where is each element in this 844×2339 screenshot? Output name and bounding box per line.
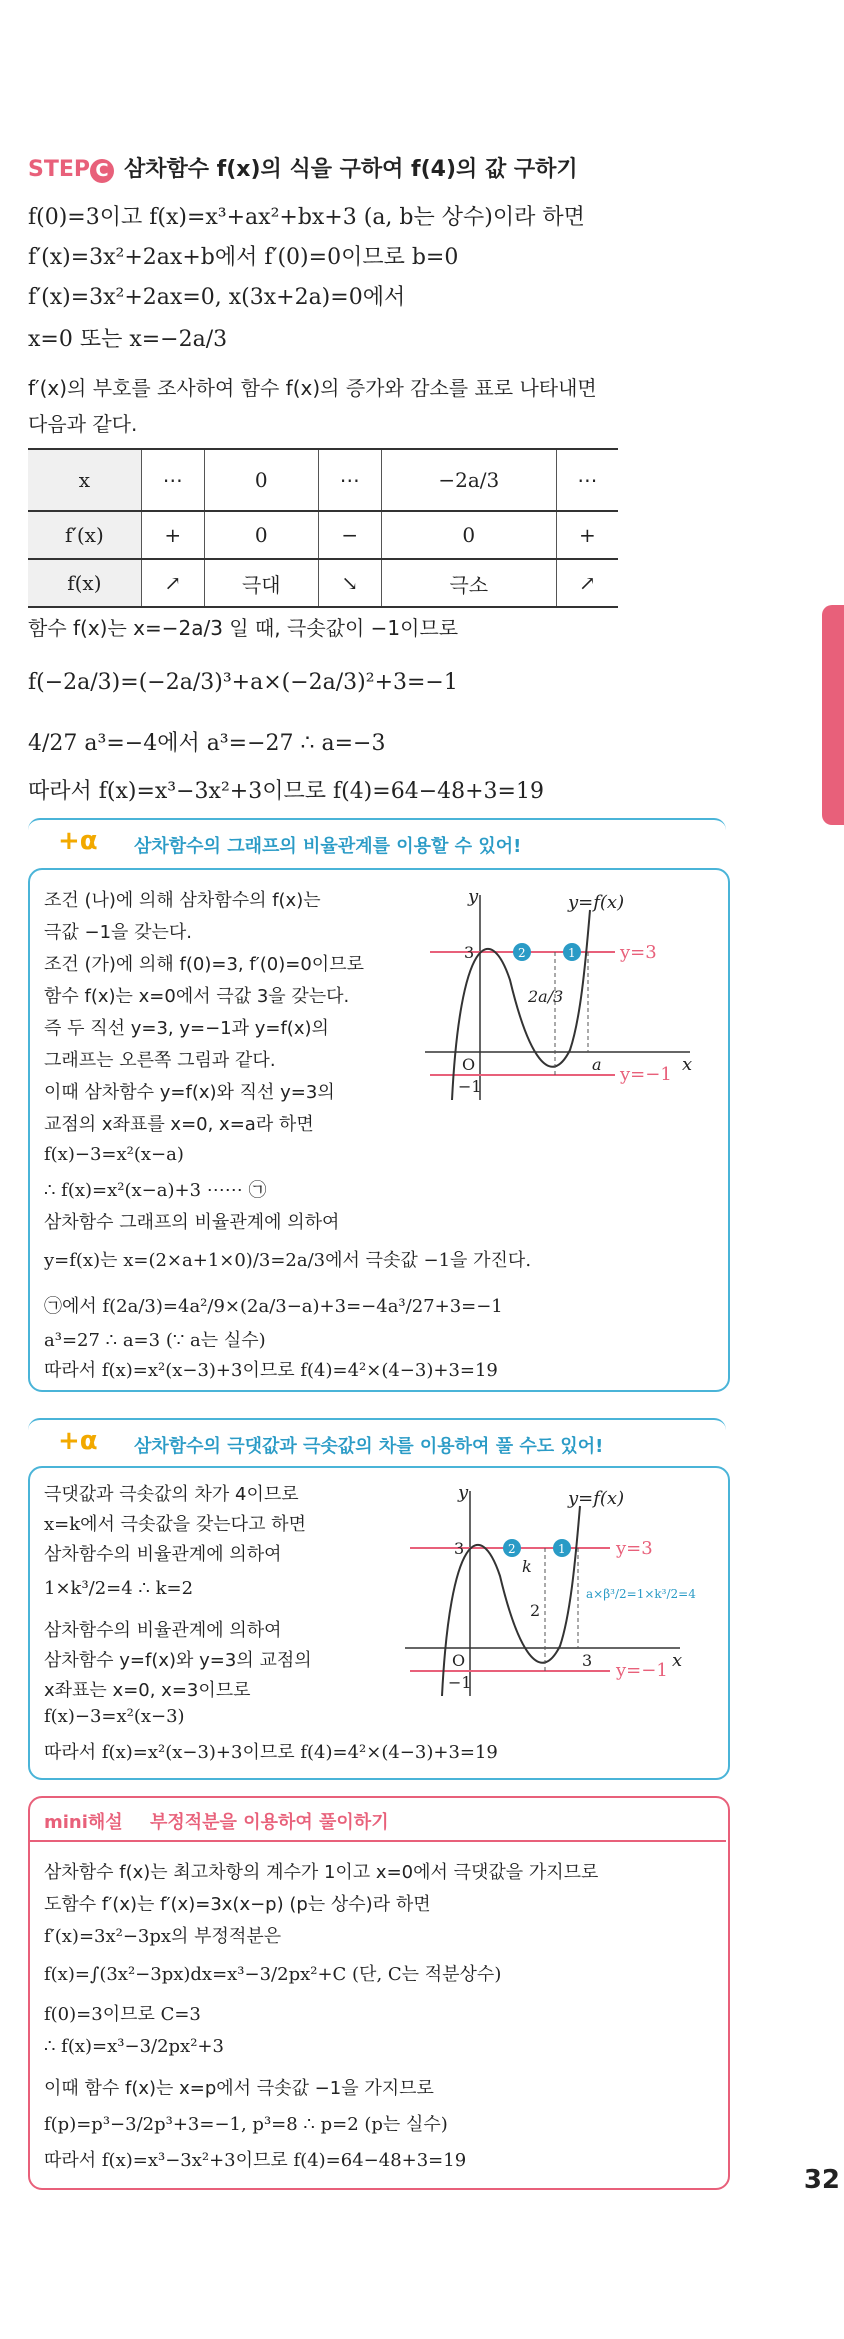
main-line: f′(x)의 부호를 조사하여 함수 f(x)의 증가와 감소를 표로 나타내면 [28, 376, 597, 400]
box1-plus-label: +α [58, 826, 98, 856]
table-cell: −2a/3 [381, 449, 556, 511]
box1-line: a³=27 ∴ a=3 (∵ a는 실수) [44, 1330, 266, 1351]
y-axis-label: y [468, 886, 479, 907]
box2-line: 1×k³/2=4 ∴ k=2 [44, 1578, 194, 1599]
step-label: STEP [28, 157, 91, 182]
circle-2-label: 2 [508, 1542, 516, 1556]
x-axis-label: x [672, 1650, 683, 1671]
mini-line: f(p)=p³−3/2p³+3=−1, p³=8 ∴ p=2 (p는 실수) [44, 2114, 448, 2135]
tick-m1: −1 [448, 1673, 472, 1692]
table-row [28, 559, 618, 607]
box2-title: 삼차함수의 극댓값과 극솟값의 차를 이용하여 풀 수도 있어! [134, 1436, 604, 1457]
y3-label: y=3 [616, 1538, 653, 1559]
box1-line: 조건 (나)에 의해 삼차함수의 f(x)는 [44, 890, 321, 911]
box1-line: 따라서 f(x)=x²(x−3)+3이므로 f(4)=4²×(4−3)+3=19 [44, 1360, 498, 1381]
table-cell: 극대 [204, 559, 318, 607]
circle-1-label: 1 [558, 1542, 566, 1556]
origin-label: O [462, 1055, 476, 1074]
box1-line: 즉 두 직선 y=3, y=−1과 y=f(x)의 [44, 1018, 329, 1039]
box1-line: ㉠에서 f(2a/3)=4a²/9×(2a/3−a)+3=−4a³/27+3=−1 [44, 1296, 503, 1317]
circle-2-label: 2 [518, 946, 526, 960]
two-label: 2 [530, 1601, 541, 1620]
mini-divider [28, 1840, 726, 1842]
after-line: 따라서 f(x)=x³−3x²+3이므로 f(4)=64−48+3=19 [28, 779, 544, 804]
box2-line: 삼차함수의 비율관계에 의하여 [44, 1620, 282, 1641]
box2-line: f(x)−3=x²(x−3) [44, 1706, 185, 1727]
after-line: 4/27 a³=−4에서 a³=−27 ∴ a=−3 [28, 731, 386, 756]
table-cell: 0 [204, 511, 318, 559]
table-cell: ⋯ [556, 449, 618, 511]
tick-3-x: 3 [582, 1651, 593, 1670]
mini-line: ∴ f(x)=x³−3/2px²+3 [44, 2036, 224, 2057]
box2-line: 따라서 f(x)=x²(x−3)+3이므로 f(4)=4²×(4−3)+3=19 [44, 1742, 498, 1763]
mini-line: f(0)=3이므로 C=3 [44, 2004, 201, 2025]
box1-line: 그래프는 오른쪽 그림과 같다. [44, 1050, 276, 1071]
fx-label: y=f(x) [568, 1488, 625, 1509]
step-badge: C [90, 159, 114, 183]
box1-line: 극값 −1을 갖는다. [44, 922, 193, 943]
box2-plus-label: +α [58, 1426, 98, 1456]
mini-line: 삼차함수 f(x)는 최고차항의 계수가 1이고 x=0에서 극댓값을 가지므로 [44, 1862, 599, 1883]
table-cell: 극소 [381, 559, 556, 607]
box1-title: 삼차함수의 그래프의 비율관계를 이용할 수 있어! [134, 836, 522, 857]
box2-line: 삼차함수 y=f(x)와 y=3의 교점의 [44, 1650, 312, 1671]
table-cell: 0 [204, 449, 318, 511]
table-cell: + [556, 511, 618, 559]
main-line: f(0)=3이고 f(x)=x³+ax²+bx+3 (a, b는 상수)이라 하면 [28, 205, 585, 230]
table-cell: ↘ [318, 559, 381, 607]
step-header [28, 152, 578, 183]
main-line: 다음과 같다. [28, 412, 138, 436]
table-cell: f(x) [28, 559, 141, 607]
box1-line: 교점의 x좌표를 x=0, x=a라 하면 [44, 1114, 314, 1135]
mini-title: 부정적분을 이용하여 풀이하기 [150, 1812, 389, 1833]
box1-line: f(x)−3=x²(x−a) [44, 1144, 184, 1165]
ym1-label: y=−1 [616, 1660, 668, 1681]
table-cell: ⋯ [318, 449, 381, 511]
mini-line: 이때 함수 f(x)는 x=p에서 극솟값 −1을 가지므로 [44, 2078, 434, 2099]
table-cell: ↗ [556, 559, 618, 607]
y3-label: y=3 [620, 942, 657, 963]
main-line: x=0 또는 x=−2a/3 [28, 327, 228, 352]
box1-line: 이때 삼차함수 y=f(x)와 직선 y=3의 [44, 1082, 335, 1103]
x-axis-label: x [682, 1054, 693, 1075]
box2-line: x=k에서 극솟값을 갖는다고 하면 [44, 1514, 306, 1535]
sign-table [28, 448, 618, 608]
box1-line: 함수 f(x)는 x=0에서 극값 3을 갖는다. [44, 986, 350, 1007]
tick-a: a [592, 1055, 602, 1074]
box1-line: y=f(x)는 x=(2×a+1×0)/3=2a/3에서 극솟값 −1을 가진다. [44, 1250, 532, 1271]
mini-line: f(x)=∫(3x²−3px)dx=x³−3/2px²+C (단, C는 적분상수) [44, 1964, 502, 1985]
box2-line: x좌표는 x=0, x=3이므로 [44, 1680, 251, 1701]
step-title: 삼차함수 f(x)의 식을 구하여 f(4)의 값 구하기 [124, 157, 578, 182]
table-cell: 0 [381, 511, 556, 559]
box2-line: 극댓값과 극솟값의 차가 4이므로 [44, 1484, 299, 1505]
tick-m1: −1 [458, 1077, 482, 1096]
mini-line: 도함수 f′(x)는 f′(x)=3x(x−p) (p는 상수)라 하면 [44, 1894, 431, 1915]
table-cell: f′(x) [28, 511, 141, 559]
tick-3-y: 3 [454, 1539, 465, 1558]
table-cell: x [28, 449, 141, 511]
y-axis-label: y [458, 1482, 469, 1503]
tick-3: 3 [464, 943, 475, 962]
main-line: f′(x)=3x²+2ax=0, x(3x+2a)=0에서 [28, 285, 406, 310]
mini-label: mini해설 [44, 1812, 123, 1833]
table-row [28, 511, 618, 559]
chapter-tab [822, 605, 844, 825]
table-row [28, 449, 618, 511]
box2-line: 삼차함수의 비율관계에 의하여 [44, 1544, 282, 1565]
mini-line: f′(x)=3x²−3px의 부정적분은 [44, 1926, 282, 1947]
ym1-label: y=−1 [620, 1064, 672, 1085]
table-cell: + [141, 511, 204, 559]
fx-label: y=f(x) [568, 892, 625, 913]
after-line: 함수 f(x)는 x=−2a/3 일 때, 극솟값이 −1이므로 [28, 616, 459, 640]
after-line: f(−2a/3)=(−2a/3)³+a×(−2a/3)²+3=−1 [28, 670, 458, 695]
main-line: f′(x)=3x²+2ax+b에서 f′(0)=0이므로 b=0 [28, 245, 459, 270]
note-label: a×β³/2=1×k³/2=4 [586, 1587, 696, 1601]
box1-line: 조건 (가)에 의해 f(0)=3, f′(0)=0이므로 [44, 954, 364, 975]
mini-line: 따라서 f(x)=x³−3x²+3이므로 f(4)=64−48+3=19 [44, 2150, 467, 2171]
ratio-label: 2a/3 [528, 987, 564, 1006]
table-cell: ⋯ [141, 449, 204, 511]
k-label: k [522, 1557, 532, 1576]
origin-label: O [452, 1651, 466, 1670]
box1-line: ∴ f(x)=x²(x−a)+3 ⋯⋯ ㉠ [44, 1180, 267, 1201]
box1-line: 삼차함수 그래프의 비율관계에 의하여 [44, 1212, 340, 1233]
circle-1-label: 1 [568, 946, 576, 960]
table-cell: ↗ [141, 559, 204, 607]
page-number: 32 [803, 2165, 840, 2195]
box2-graph [390, 1476, 720, 1706]
table-cell: − [318, 511, 381, 559]
box1-graph [410, 880, 710, 1110]
